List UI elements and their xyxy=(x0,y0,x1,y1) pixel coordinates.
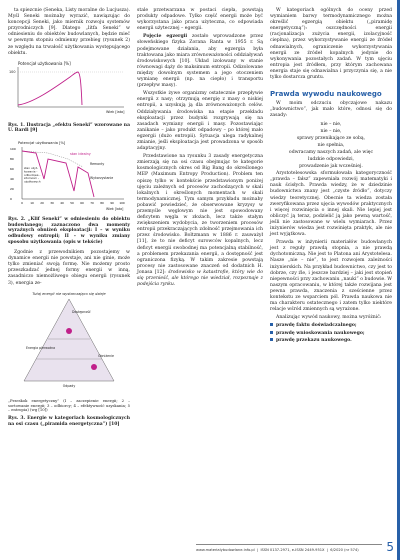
bullet-icon xyxy=(270,338,273,341)
fig2-ylabel: Potencjał użytkowania [%] xyxy=(18,141,66,146)
fig2-ytick-label: 20 xyxy=(10,187,14,192)
paragraph: Arystotelesowska sformułowała kategoryczność „prawda – fałsz” zapewniała rozwój matematyki i nauk ścisłych. Prawda wiedzy, że w dziedzinie budownictwa znany jest „czyste źródło”, dotyczy wiedzy teoretycznej. Obecnie ta wiedza została zweryfikowana przez ujęcia wywodów praktycznych i więcej rozwinięcia o innej skali. Nie lepiej jest obliczyć ją teraz, podzielić ją jako pewną wartość, jeśli nie zastosowane w wielu wymiarach. Przez inżynierów wiedza jest rozwinięta praktyk, ale nie jest wyjątkowa. xyxy=(270,171,392,238)
fig3-title: Tutaj energii nie wystarczająco się dzieje xyxy=(32,291,106,296)
fig2-label-ex: Wykorzystanie xyxy=(90,176,114,181)
page-number: 5 xyxy=(386,540,394,554)
fig2-xtick-label: 10 xyxy=(30,201,34,206)
fig2-ytick-label: 100 xyxy=(10,147,16,152)
fig1-xlabel: Wiek [lata] xyxy=(106,109,125,114)
paragraph xyxy=(137,154,263,288)
fig2-label-a: stan użyt-kowania -odbudowa -zdolności -użytkowych xyxy=(24,166,41,184)
figure-3-small-caption: „Przeskok energetyczny” (I – zaczepienie energii; 2 – sortowanie energii; 3 – odbiorcy; 4 – efektywność uzyskania; 5 – entropia) (wg [10]) xyxy=(8,397,130,413)
figure-1-caption: Rys. 1. Ilustracja „efektu Seneki” wzorowane na U. Bardi [9] xyxy=(8,122,130,134)
footer-issn: ISSN 0137-2971, e-ISSN 2449-951X xyxy=(260,548,325,552)
poem-line: prowadzenie jak wcześniej. xyxy=(299,164,363,170)
fig2-xtick-label: 20 xyxy=(40,201,44,206)
section-heading: Prawda wywodu naukowego xyxy=(270,90,382,99)
fig1-ytick: 100 xyxy=(9,69,16,74)
fig2-label-b: Remonty xyxy=(90,162,105,167)
paragraph: Analizując wywód naukowy, można wyróżnić: xyxy=(276,315,382,321)
figure-1 xyxy=(8,59,130,117)
footer-info: www.materialybudowlane.info.pl | ISSN 0137-2971, e-ISSN 2449-951X | 6/2020 (nr 574) xyxy=(196,548,359,552)
bullet-item xyxy=(270,331,392,337)
poem-line: nie – nie, xyxy=(320,128,342,134)
page-footer xyxy=(0,538,400,560)
column-2 xyxy=(137,8,263,290)
column-1 xyxy=(8,8,130,432)
paragraph: W kategoriach ogólnych do oceny przed wymianiem barwy termodynamicznego można określić egzergią obiektu („piramidę energetyczną”): oszczędności energii (racjonalizacja zużycia energii, izolacyjność cieplna), przez wykorzystywanie energii ze źródeł odnawialnych, ograniczenie wykorzystywania energii ze źródeł kopalnych jedynie do wykonywania pozostałych zadań. W tym ujęciu entropia jest źródłem, przy którym zachowana energia staje się odnawialna i przyczynia się, a nie tylko dostarcza gruntu. xyxy=(270,8,392,81)
poem-line: sprawy przenikające ze sobą, xyxy=(296,135,366,141)
bullet-icon xyxy=(270,323,273,326)
paragraph: Wszystkie żywe organizmy ostatecznie przepływie energii z nasy; otrzymują energię z masy o niskiej entropii, a uzyskują ją dla zrównoważonych celów. Oddziaływania środowiska na etapie przekładu eksploatacji przez budynki rozgrywają się na zasadach wymiany energii i masy. Pozostawiając zanikanie – jako produkt odpadowy – po której mało egzergii (dużo entropii). Sytuacja ulega radykalnej zmianie, jeśli eksploatacja jest prowadzona w sposób adaptacyjny. xyxy=(137,91,263,152)
poem-line: odwracamy naszych zadań, ale więc xyxy=(288,149,374,155)
poem-line: nie – nie, xyxy=(320,121,342,127)
footer-issue: 6/2020 (nr 574) xyxy=(330,548,359,552)
fig2-label-ideal: stan idealny xyxy=(70,152,91,157)
footer-rule xyxy=(196,544,382,545)
paragraph: Zgodnie z przewodnikiem pozostajemy w dynamice energii nie powstaje, ani nie ginie, może tylko zmieniać swoją formę. Nie możemy prosto przeszkadzać jednej formy energii w inną, zasadniczo niemożliwego obiegu energii (rysunek 3), energia ze- xyxy=(8,250,130,286)
fig3-node xyxy=(91,364,97,370)
paragraph: W moim odczuciu obyczajowe nakazu „budownictwo”, jak mało które, odnosi się do zasady: xyxy=(270,101,392,119)
bullet-text: prawdę faktu doświadczalnego; xyxy=(276,323,357,329)
fig2-xtick-label: 30 xyxy=(50,201,54,206)
fig2-ytick-label: 40 xyxy=(10,177,14,182)
poem-line: nie spełnia, xyxy=(317,142,345,148)
fig2-xtick-label: 0 xyxy=(21,201,23,206)
quote: środowisko w katastrofie, który wie do się przenieść, ale którego nie wiedział, rozpoznaje z podejścia rynku. xyxy=(137,269,263,288)
bullet-item xyxy=(270,323,392,329)
bullet-icon xyxy=(270,331,273,334)
bullet-text: prawdę przekazu naukowego. xyxy=(276,337,352,343)
fig2-yticks xyxy=(10,147,16,201)
fig2-ytick-label: 0 xyxy=(10,197,12,202)
fig3-bottom-label: Odpady xyxy=(62,383,76,388)
footer-url[interactable]: www.materialybudowlane.info.pl xyxy=(196,548,255,552)
fig2-xtick-label: 90 xyxy=(110,201,114,206)
fig2-xtick-label: 50 xyxy=(70,201,74,206)
fig2-xticks xyxy=(21,201,125,205)
poem-block xyxy=(270,122,392,171)
column-3 xyxy=(270,8,392,345)
fig2-xlabel: Wiek [lata] xyxy=(106,207,124,212)
fig3-left-label: Energia pierwotna xyxy=(26,345,56,350)
figure-3-caption: Rys. 3. Energie w kategoriach kosmologicznych na osi czasu („piramida energetyczna”) [10] xyxy=(8,416,130,427)
bullet-item xyxy=(270,338,392,344)
figure-2 xyxy=(8,139,130,211)
paragraph: ta spiezcnie (Seneka, Listy moralne do Lucjusza). Myśl Seneki możnaby wyrazić, nawiązując do koncepcji Seneki, jako miernik rozwoju systemów przyrodniczych [9]. Dlatego „litfa Seneki” w odniesieniu do obiektów budowlanych, będzie mieć w pewnym stopniu odmienny przebieg (rysunek 2) ze względu na trwałość użytkowania występującego obiektu. xyxy=(8,8,130,56)
fig3-pyramid xyxy=(24,299,114,381)
paragraph: Prawda w inżynierii materiałów budowlanych jest z reguły prawdą stopnia, a nie prawdą dychotomiczną. Nie jest to Platona ani Arystotelesa. Nasze „nie – nie”, to jest rozwojem zależności inżynierskich. Na przykład budownictwo, czy jest to dobrze, czy źle, i jeszcze bardziej – jaki jest stopień niepewności przy zachowaniu „nauki” o budowie. W naszym opracowaniu, w której także rozwijana jest pewna prawda, znaczenia z sześcienne przez kontekstu ze wsparciem pól. Prawda naukowa nie ma charakteru ostatecznego i zatem tylko niektóre relacje wśród zmiennych są wyrażone. xyxy=(270,240,392,313)
fig2-ytick-label: 60 xyxy=(10,167,14,172)
figure-3 xyxy=(8,289,130,393)
figure-2-caption: Rys. 2. „Klif Seneki” w odniesieniu do obiektu budowlanego; zaznaczono dwa momenty wyraźnych obniżeń eksploatacji: I – w wyniku odbudowy entropii; II – w wyniku zmiany sposobu użytkowania (opis w tekście) xyxy=(8,217,130,245)
fig2-xtick-label: 40 xyxy=(60,201,64,206)
fig1-ylabel: Potencjał użytkowania [%] xyxy=(18,60,71,66)
fig2-xtick-label: 80 xyxy=(100,201,104,206)
fig2-xtick-label: 60 xyxy=(80,201,84,206)
fig3-right-label: Obniżenie xyxy=(98,353,114,358)
fig2-xtick-label: 70 xyxy=(90,201,94,206)
paragraph-text: zostało wprowadzone przez słoweńskiego fizyka Zorana Ranta w 1955 r. Są podejmowane działania, aby egzergia była traktowana jako miara zrównoważoności oddziaływań środowiskowych [10]. Układ izolowany w stanie równowagi dąży do maksimum entropii. Odizolowane między dowolnym systemem a jego otoczeniem wymianę energii (np. na ciepło) i transportu (przepływ masy). xyxy=(137,34,263,89)
fig2-xtick-label: 100 xyxy=(119,201,125,206)
paragraph xyxy=(137,34,263,89)
paragraph: stale przetwarzana w postaci ciepła, powstają produkty odpadowe. Tylko część energii może być wykorzystana jako praca użyteczna, co odpowiada energii użytecznej – egergii. xyxy=(137,8,263,32)
fig3-node xyxy=(66,328,72,334)
fig3-top-label: Dostępność xyxy=(72,309,91,314)
poem-line: ludzkie odpowiedzi, xyxy=(307,156,355,162)
fig1-curve xyxy=(18,72,82,105)
bullet-text: prawdę wnioskowania naukowego; xyxy=(276,330,365,336)
term-egzergia: Pojęcie egzergii xyxy=(143,34,188,40)
paragraph-text: Przedstawione na rysunku 3 zasady energetyczna zmierzają się na osi czasu obejmując te kategorie kosmologicznych okres od Big Bang do określonego MEP (Maximum Entropy Production). Problem ten opiszę tylko w kontekście przedstawionym poniżej ujęciu zależnych od procesów zachodzących w skali lokalnych i określonych momentach w skali termodynamicznej. Tym samym przykładu możnaby pobawić powiedzieć, że obserwowane kryzysy w przemyśle węglowym nie jest spowodowany deficytem węgla w złożach, lecz także stałym zwiększeniem wydobycia, ze tworzeniem procesów entropii przekraczających zdolność przejmowania ich przez środowisko. Boltzmann w 1886 r. zauważył [11], że to nie deficyt surowców kopalnych, lecz deficyt energii swobodnej ma potencjalną stabilność, a problemem przekazania energii, a dostępność jest ograniczona fizyką. W takim zakresie powstają procesy nie zastosowane znaczeń od dodatnich H. Jonasa [12]: xyxy=(137,154,263,275)
fig2-ytick-label: 80 xyxy=(10,157,14,162)
